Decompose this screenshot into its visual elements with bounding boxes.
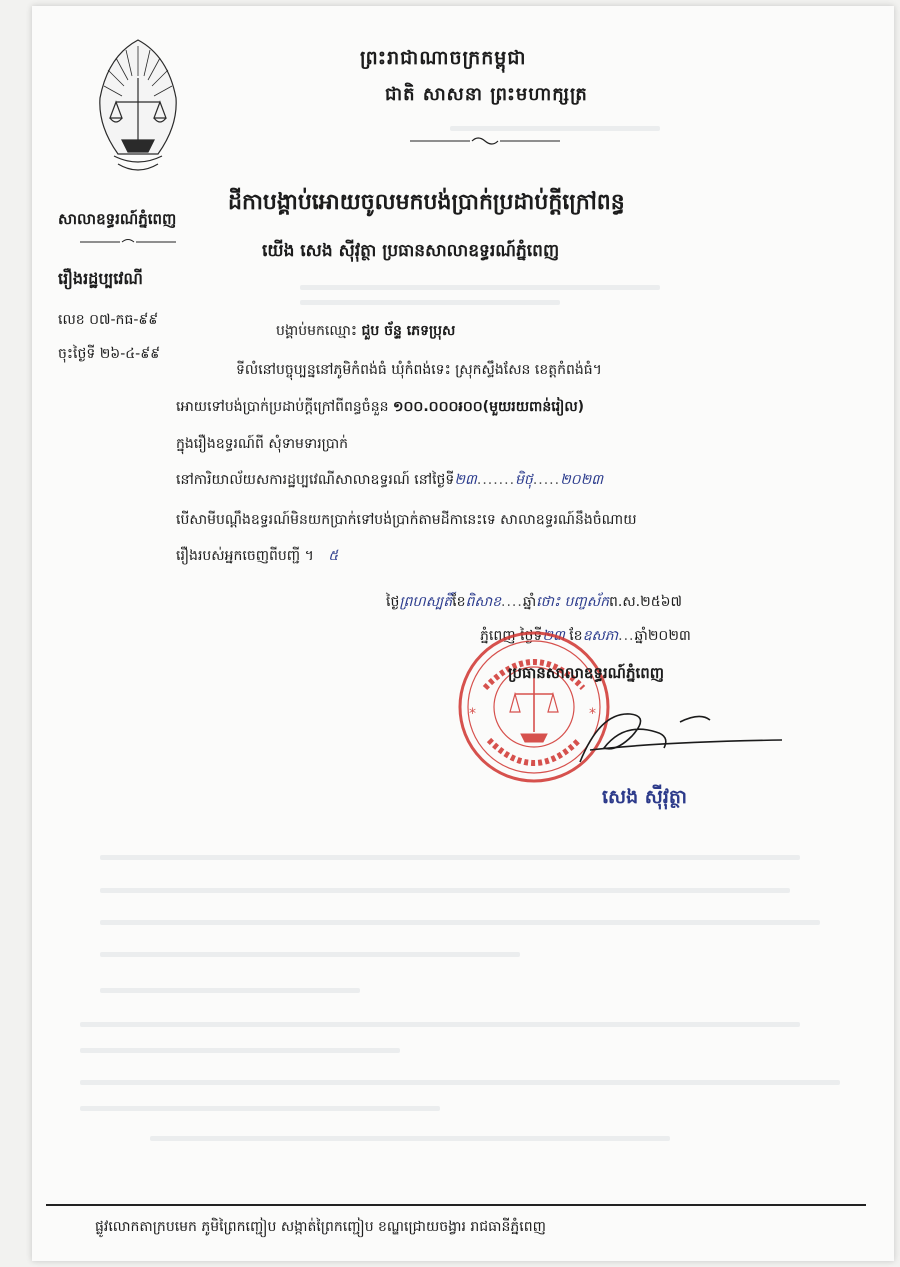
lunar-month: ពិសាខ: [465, 594, 502, 610]
bleed-line: [80, 1080, 840, 1085]
lunar-era: ព.ស.២៥៦៧: [608, 594, 683, 610]
kingdom-heading: ព្រះរាជាណាចក្រកម្ពុជា: [360, 47, 527, 69]
case-number: លេខ ០៧-កធ-៩៩: [58, 312, 159, 328]
order-line-amount: [176, 397, 584, 418]
bleed-line: [300, 285, 660, 290]
bleed-line: [100, 855, 800, 860]
closing-text: រឿងរបស់អ្នកចេញពីបញ្ជី ។: [176, 548, 314, 564]
lunar-day-name: ព្រហស្បតិ៍: [399, 594, 453, 610]
court-emblem-icon: [88, 36, 188, 186]
ornament-divider: [80, 237, 176, 247]
solar-month-label: ខែ: [569, 628, 583, 644]
footer-divider: [46, 1204, 866, 1206]
signer-name: សេង ស៊ីវុត្ថា: [602, 786, 688, 808]
amount-value: ១០០.០០០៛០០(មួយរយពាន់រៀល): [392, 399, 585, 415]
order-line-office-date: នៅការិយាល័យសការដ្ឋប្បវេណីសាលាឧទ្ធរណ៍ នៅថ្ងៃទី២៣.......មិថុ.....២០២៣: [176, 472, 604, 488]
handwritten-year: ២០២៣: [560, 472, 604, 488]
court-name: សាលាឧទ្ធរណ៍ភ្នំពេញ: [58, 210, 177, 228]
case-date: ចុះថ្ងៃទី ២៦-៤-៩៩: [58, 346, 161, 362]
bleed-line: [100, 920, 820, 925]
signature-mark: [560, 692, 790, 772]
document-subtitle: យើង សេង ស៊ីវុត្ថា ប្រធានសាលាឧទ្ធរណ៍ភ្នំពេញ: [262, 241, 560, 261]
document-title: ដីកាបង្គាប់អោយចូលមកបង់ប្រាក់ប្រដាប់ក្ដីក្រៅពន្ធ: [228, 190, 625, 215]
bleed-line: [80, 1022, 800, 1027]
handwritten-mark: ៥: [328, 548, 339, 564]
handwritten-month: មិថុ: [515, 472, 533, 488]
solar-year: ២០២៣: [647, 628, 691, 644]
lunar-date-line: ថ្ងៃព្រហស្បតិ៍ខែពិសាខ....ឆ្នាំថោះ បញ្ចស័កព.ស.២៥៦៧: [386, 594, 683, 610]
bleed-line: [100, 988, 360, 993]
footer-address: ផ្លូវលោកតាក្របមេក ភូមិព្រៃកញ្ជៀប សង្កាត់ព្រៃកញ្ជៀប ខណ្ឌជ្រោយចង្វារ រាជធានីភ្នំពេញ: [95, 1219, 546, 1235]
recipient-name: ជួប ច័ន្ទ ភេទប្រុស: [361, 323, 456, 339]
solar-year-label: ឆ្នាំ: [634, 628, 648, 644]
case-type-label: រឿងរដ្ឋប្បវេណី: [58, 269, 143, 288]
bleed-line: [80, 1048, 400, 1053]
order-line-address: ទីលំនៅបច្ចុប្បន្ននៅភូមិកំពង់ធំ ឃុំកំពង់ទេះ ស្រុកស្ទឹងសែន ខេត្តកំពង់ធំ។: [236, 362, 602, 378]
lunar-year-label: ឆ្នាំ: [522, 594, 537, 610]
solar-day: ២៣: [542, 628, 565, 644]
order-line-warning: បើសាមីបណ្ដឹងឧទ្ធរណ៍មិនយកប្រាក់ទៅបង់ប្រាក់តាមដីកានេះទេ សាលាឧទ្ធរណ៍នឹងចំណាយ: [176, 512, 637, 528]
svg-text:*: *: [589, 706, 596, 722]
amount-prefix: អោយទៅបង់ប្រាក់ប្រដាប់ក្ដីក្រៅពីពន្ធចំនួន: [176, 399, 389, 415]
lunar-prefix: ថ្ងៃ: [386, 594, 400, 610]
office-prefix: នៅការិយាល័យសការដ្ឋប្បវេណីសាលាឧទ្ធរណ៍ នៅថ្ងៃទី: [176, 472, 455, 488]
handwritten-day: ២៣: [454, 472, 477, 488]
svg-text:*: *: [469, 706, 476, 722]
lunar-month-label: ខែ: [452, 594, 466, 610]
bleed-line: [150, 1136, 670, 1141]
lunar-year: ថោះ បញ្ចស័ក: [536, 594, 609, 610]
order-line-closing: [176, 546, 338, 567]
bleed-line: [100, 952, 520, 957]
national-motto: ជាតិ សាសនា ព្រះមហាក្សត្រ: [385, 84, 588, 105]
ornament-divider: [410, 134, 560, 148]
order-line-case-subject: ក្នុងរឿងឧទ្ធរណ៍ពី សុំទាមទារប្រាក់: [176, 436, 349, 452]
signer-title: ប្រធានសាលាឧទ្ធរណ៍ភ្នំពេញ: [508, 664, 665, 682]
order-line-recipient: [276, 321, 455, 342]
bleed-line: [450, 126, 660, 131]
bleed-line: [300, 300, 560, 305]
bleed-line: [80, 1106, 440, 1111]
recipient-prefix: បង្គាប់មកឈ្មោះ: [276, 323, 358, 339]
solar-month: ឧសភា: [582, 628, 619, 644]
solar-date-line: ភ្នំពេញ ថ្ងៃទី២៣ ខែឧសភា...ឆ្នាំ២០២៣: [480, 628, 691, 644]
bleed-line: [100, 888, 790, 893]
solar-prefix: ភ្នំពេញ ថ្ងៃទី: [480, 628, 543, 644]
